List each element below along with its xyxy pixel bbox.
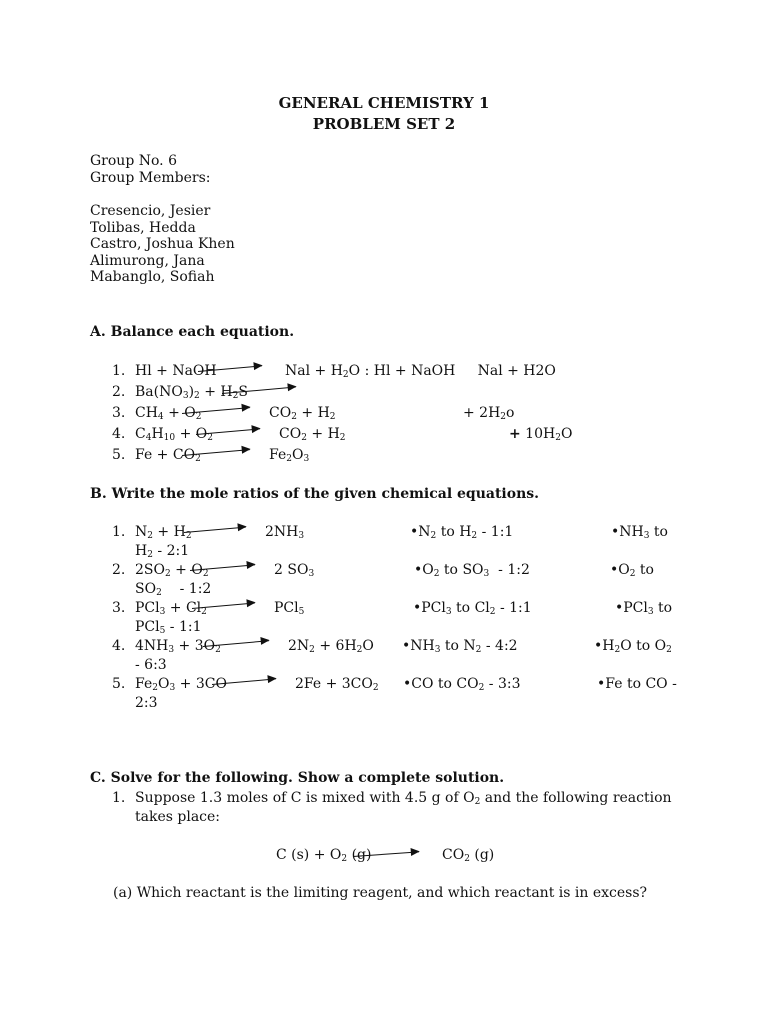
equation-reactants: $2SO_2 + O_2$ <box>135 562 209 579</box>
reaction-arrow <box>184 527 246 533</box>
section-c-heading: C. Solve for the following. Show a complete solution. <box>90 770 505 786</box>
item-number: 3. <box>112 600 126 616</box>
question-part-a: (a) Which reactant is the limiting reagent, and which reactant is in excess? <box>113 885 648 901</box>
item-number: 5. <box>112 676 126 692</box>
equation-balancing: + $10H_2O$ <box>509 426 573 443</box>
equation-reactants: $C_4H_{10} + O_2$ <box>135 426 213 443</box>
equation-reactants: $CH_4 + O_2$ <box>135 405 202 422</box>
mole-ratio: $•O_2$ to <box>610 562 654 579</box>
equation-reactants: Hl + NaOH <box>135 363 217 379</box>
equation-products: $2Fe + 3CO_2$ <box>295 676 379 693</box>
item-number: 1. <box>112 524 126 540</box>
equation-products: $2N_2 + 6H_2O$ <box>288 638 374 655</box>
item-number: 1. <box>112 363 126 379</box>
member-name: Cresencio, Jesier <box>90 203 211 219</box>
equation-reactants: $PCl_3 + Cl_2$ <box>135 600 207 617</box>
mole-ratio: •Fe to CO - <box>597 676 677 692</box>
document-title: GENERAL CHEMISTRY 1 <box>278 94 490 112</box>
mole-ratio-continued: $H_2$ - 2:1 <box>135 543 190 560</box>
equation-products: $CO_2$ (g) <box>442 847 495 864</box>
equation-reactants: $Ba(NO_3)_2 + H_2S$ <box>135 384 248 401</box>
equation-reactants: $Fe + CO_2$ <box>135 447 201 464</box>
mole-ratio: $•NH_3$ to $N_2$ - 4:2 <box>402 638 518 655</box>
question-text: takes place: <box>135 809 221 825</box>
equation-reactants: $4NH_3 + 3O_2$ <box>135 638 221 655</box>
equation-reactants: C $(s) + O_2$ (g) <box>276 847 372 864</box>
mole-ratio: •PCl$_3$ to $Cl_2$ - 1:1 <box>413 600 532 617</box>
equation-products: $Fe_2O_3$ <box>269 447 310 464</box>
item-number: 2. <box>112 562 126 578</box>
section-a-heading: A. Balance each equation. <box>90 324 295 340</box>
mole-ratio: $•NH_3$ to <box>611 524 668 541</box>
item-number: 1. <box>112 790 126 806</box>
member-name: Alimurong, Jana <box>90 253 205 269</box>
mole-ratio: $•H_2O$ to $O_2$ <box>594 638 672 655</box>
mole-ratio: •PCl$_3$ to <box>615 600 673 617</box>
equation-reactants: $N_2 + H_2$ <box>135 524 192 541</box>
equation-products: Nal + $H_2O$ : Hl + NaOH Nal + H2O <box>285 363 556 380</box>
equation-balancing: + $2H_2o$ <box>463 405 515 422</box>
item-number: 3. <box>112 405 126 421</box>
mole-ratio: $•O_2$ to $SO_3$ - 1:2 <box>414 562 530 579</box>
mole-ratio-continued: - 6:3 <box>135 657 167 673</box>
equation-products: $2NH_3$ <box>265 524 305 541</box>
mole-ratio-continued: PCl$_5$ - 1:1 <box>135 619 202 636</box>
group-members-label: Group Members: <box>90 170 211 186</box>
item-number: 2. <box>112 384 126 400</box>
equation-products: $CO_2 + H_2$ <box>269 405 336 422</box>
item-number: 4. <box>112 426 126 442</box>
item-number: 4. <box>112 638 126 654</box>
member-name: Mabanglo, Sofiah <box>90 269 215 285</box>
equation-products: 2 $SO_3$ <box>274 562 315 579</box>
document-subtitle: PROBLEM SET 2 <box>312 115 456 133</box>
equation-products: PCl$_5$ <box>274 600 305 617</box>
mole-ratio: •CO to $CO_2$ - 3:3 <box>403 676 521 693</box>
mole-ratio-continued: 2:3 <box>135 695 158 711</box>
equation-reactants: $Fe_2O_3 + 3CO$ <box>135 676 227 693</box>
section-b-heading: B. Write the mole ratios of the given chemical equations. <box>90 486 540 502</box>
mole-ratio: $•N_2$ to $H_2$ - 1:1 <box>410 524 514 541</box>
question-text: Suppose 1.3 moles of C is mixed with 4.5 g of $O_2$ and the following reaction <box>135 790 672 807</box>
group-number: Group No. 6 <box>90 153 177 169</box>
equation-products: $CO_2 + H_2$ <box>279 426 346 443</box>
member-name: Castro, Joshua Khen <box>90 236 235 252</box>
member-name: Tolibas, Hedda <box>90 220 196 236</box>
item-number: 5. <box>112 447 126 463</box>
mole-ratio-continued: $SO_2$ - 1:2 <box>135 581 212 598</box>
